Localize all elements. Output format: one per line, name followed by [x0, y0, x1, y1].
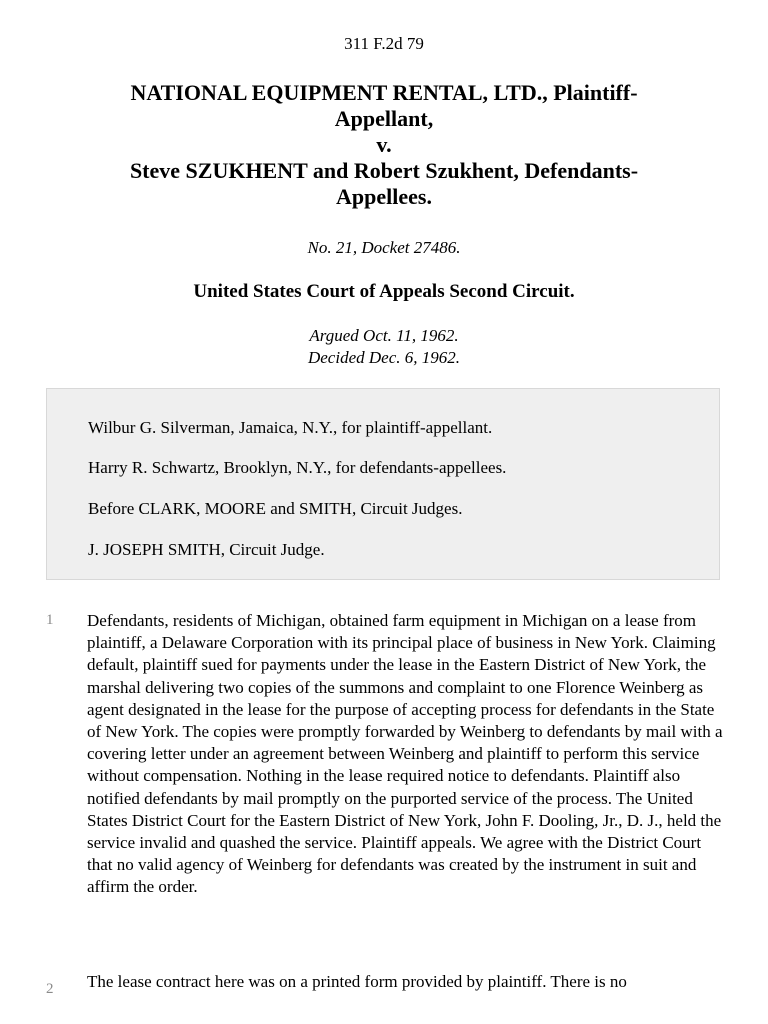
counsel-line: Before CLARK, MOORE and SMITH, Circuit Judges.: [88, 499, 463, 518]
caption-line: Appellant,: [334, 106, 434, 131]
paragraph-number: 1: [46, 612, 54, 628]
case-dates: [0, 325, 768, 369]
caption-line: Steve SZUKHENT and Robert Szukhent, Defendants-: [129, 158, 639, 183]
docket-number: No. 21, Docket 27486.: [307, 238, 461, 257]
argued-date: Argued Oct. 11, 1962.: [309, 326, 459, 345]
paragraph-text: The lease contract here was on a printed form provided by plaintiff. There is no: [87, 972, 627, 991]
court-name: United States Court of Appeals Second Circuit.: [193, 281, 575, 302]
counsel-line: Harry R. Schwartz, Brooklyn, N.Y., for defendants-appellees.: [88, 458, 507, 477]
caption-line: NATIONAL EQUIPMENT RENTAL, LTD., Plaintiff-: [130, 80, 638, 105]
paragraph-number: 2: [46, 981, 54, 997]
decided-date: Decided Dec. 6, 1962.: [307, 348, 460, 367]
case-caption: [60, 80, 708, 210]
counsel-box: [46, 388, 720, 580]
caption-line: v.: [376, 132, 392, 157]
caption-line: Appellees.: [336, 184, 432, 209]
counsel-line: Wilbur G. Silverman, Jamaica, N.Y., for plaintiff-appellant.: [88, 418, 493, 437]
counsel-line: J. JOSEPH SMITH, Circuit Judge.: [88, 540, 325, 559]
paragraph-text: Defendants, residents of Michigan, obtained farm equipment in Michigan on a lease from plaintiff, a Delaware Corporation with its principal place of business in New York. Claiming default, plaintiff sued for payments under the lease in the Eastern District of New York, the marshal delivering two copies of the summons and complaint to one Florence Weinberg as agent designated in the lease for the purpose of accepting process for defendants in the State of New York. The copies were promptly forwarded by Weinberg to defendants by mail with a covering letter under an agreement between Weinberg and plaintiff to perform this service without compensation. Nothing in the lease required notice to defendants. Plaintiff also notified defendants by mail promptly on the purported service of the process. The United States District Court for the Eastern District of New York, John F. Dooling, Jr., D. J., held the service invalid and quashed the service. Plaintiff appeals. We agree with the District Court that no valid agency of Weinberg for defendants was created by the instrument in suit and affirm the order.: [87, 611, 723, 897]
citation: 311 F.2d 79: [344, 34, 424, 53]
